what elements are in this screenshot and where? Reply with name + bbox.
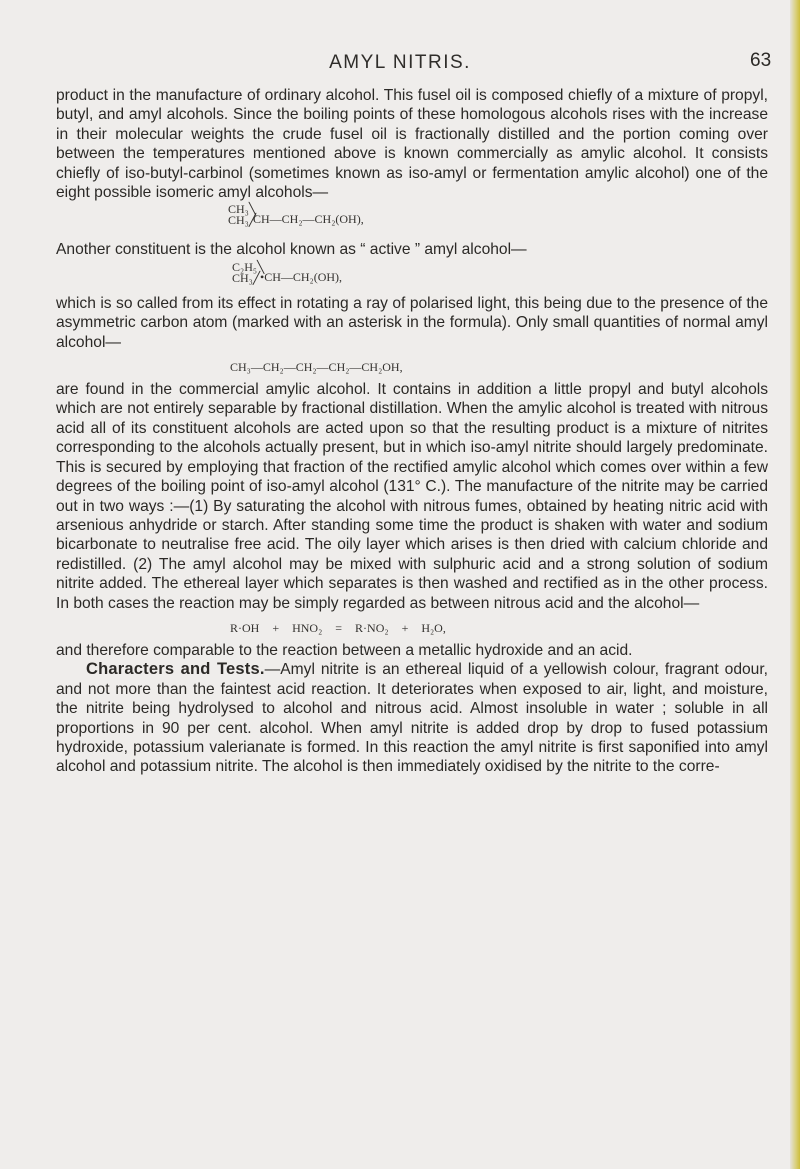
body-text — [56, 86, 768, 777]
formula-active-chain: •CH—CH₂(OH), — [260, 269, 343, 284]
paragraph-comparable: and therefore comparable to the reaction between a metallic hydroxide and an acid. — [56, 641, 633, 659]
page-header — [0, 52, 800, 82]
formula-active-top: C₂H₅╲ — [232, 259, 265, 274]
running-title: AMYL NITRIS. — [329, 52, 471, 73]
page-number: 63 — [750, 50, 772, 71]
formula-active-amyl-alcohol — [56, 260, 768, 294]
formula-isoamyl-alcohol — [56, 202, 768, 240]
formula-isoamyl-branch — [228, 204, 256, 226]
formula-isoamyl-chain: CH—CH₂—CH₂(OH), — [253, 212, 364, 227]
page-edge — [790, 0, 800, 1169]
section-heading-characters-tests: Characters and Tests. — [86, 660, 265, 679]
paragraph-manufacture: are found in the commercial amylic alcohol. It contains in addition a little propyl and butyl alcohols which are not entirely separable by fractional distillation. When the amylic alcohol is treated with nitrous acid all of its constituent alcohols are acted upon so that the resulting product is a mixture of nitrites corresponding to the alcohols actually present, but in which iso-amyl nitrite should largely predominate. This is secured by employing that fraction of the rectified amylic alcohol which comes over within a few degrees of the boiling point of iso-amyl alcohol (131° C.). The manufacture of the nitrite may be carried out in two ways :—(1) By saturating the alcohol with nitrous fumes, obtained by heating nitric acid with arsenious anhydride or starch. After standing some time the product is shaken with water and sodium bicarbonate to neutralise free acid. The oily layer which arises is then dried with calcium chloride and redistilled. (2) The amyl alcohol may be mixed with sulphuric acid and a strong solution of sodium nitrite added. The ethereal layer which separates is then washed and rectified as in the other process. In both cases the reaction may be simply regarded as between nitrous acid and the alcohol— — [56, 381, 768, 612]
paragraph-active-amyl: Another constituent is the alcohol known as “ active ” amyl alcohol— — [56, 241, 527, 259]
formula-reaction-equation: R·OH + HNO₂ = R·NO₂ + H₂O, — [230, 620, 446, 635]
formula-isoamyl-top: CH₃╲ — [228, 202, 257, 217]
formula-reaction — [56, 613, 768, 641]
characters-tests-body: —Amyl nitrite is an ethereal liquid of a yellowish colour, fragrant odour, and not more than the faintest acid reaction. It deteriorates when exposed to air, light, and moisture, the nitrite being hydrolysed to alcohol and nitrous acid. Almost insoluble in water ; soluble in all proportions in 90 per cent. alcohol. When amyl nitrite is added drop by drop to fused potassium hydroxide, potassium valerianate is formed. In this reaction the amyl nitrite is first saponified into amyl alcohol and potassium nitrite. The alcohol is then immediately oxidised by the nitrite to the corre- — [56, 661, 768, 776]
paragraph-characters-tests — [56, 660, 768, 776]
paragraph-fusel-oil: product in the manufacture of ordinary alcohol. This fusel oil is composed chiefly of a mixture of propyl, butyl, and amyl alcohols. Since the boiling points of these homologous alcohols rises with the increase in their molecular weights the crude fusel oil is fractionally distilled and the portion coming over between the temperatures mentioned above is known commercially as amylic alcohol. It consists chiefly of iso-butyl-carbinol (sometimes known as iso-amyl or fermentation amylic alcohol) one of the eight possible isomeric amyl alcohols— — [56, 87, 768, 202]
formula-active-bottom: CH₃╱ — [232, 270, 261, 285]
formula-normal-amyl-alcohol — [56, 352, 768, 380]
formula-normal-chain: CH₃—CH₂—CH₂—CH₂—CH₂OH, — [230, 360, 403, 375]
paragraph-polarised-light: which is so called from its effect in rotating a ray of polarised light, this being due to the presence of the asymmetric carbon atom (marked with an asterisk in the formula). Only small quantities of normal amyl alcohol— — [56, 294, 768, 351]
formula-isoamyl-bottom: CH₃╱ — [228, 213, 257, 228]
